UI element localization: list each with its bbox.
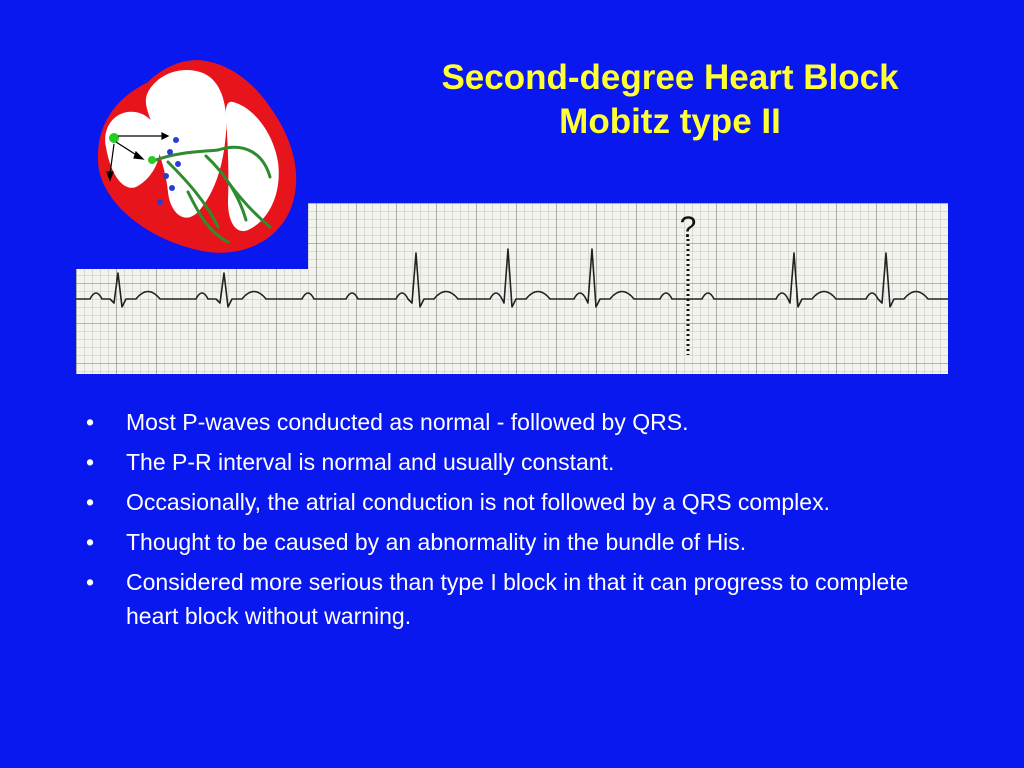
bullet-icon: • <box>86 529 95 555</box>
av-node <box>148 156 156 164</box>
title-line-1: Second-degree Heart Block <box>441 58 899 97</box>
list-item <box>86 565 966 633</box>
bullet-icon: • <box>86 409 95 435</box>
title-line-2: Mobitz type II <box>559 102 781 141</box>
bullet-list <box>86 405 966 639</box>
bullet-icon: • <box>86 449 95 475</box>
bullet-icon: • <box>86 569 95 595</box>
list-item <box>86 445 966 479</box>
bullet-text: Occasionally, the atrial conduction is not followed by a QRS complex. <box>126 489 830 515</box>
list-item <box>86 405 966 439</box>
bullet-text: The P-R interval is normal and usually constant. <box>126 449 615 475</box>
bullet-text: Considered more serious than type I block in that it can progress to complete heart block without warning. <box>126 569 909 629</box>
list-item <box>86 525 966 559</box>
bullet-text: Thought to be caused by an abnormality in the bundle of His. <box>126 529 747 555</box>
ecg-rhythm-strip <box>76 203 948 374</box>
question-mark: ? <box>679 211 697 244</box>
list-item <box>86 485 966 519</box>
slide-title <box>330 56 1010 144</box>
bullet-text: Most P-waves conducted as normal - followed by QRS. <box>126 409 689 435</box>
bullet-icon: • <box>86 489 95 515</box>
sa-node <box>109 133 119 143</box>
